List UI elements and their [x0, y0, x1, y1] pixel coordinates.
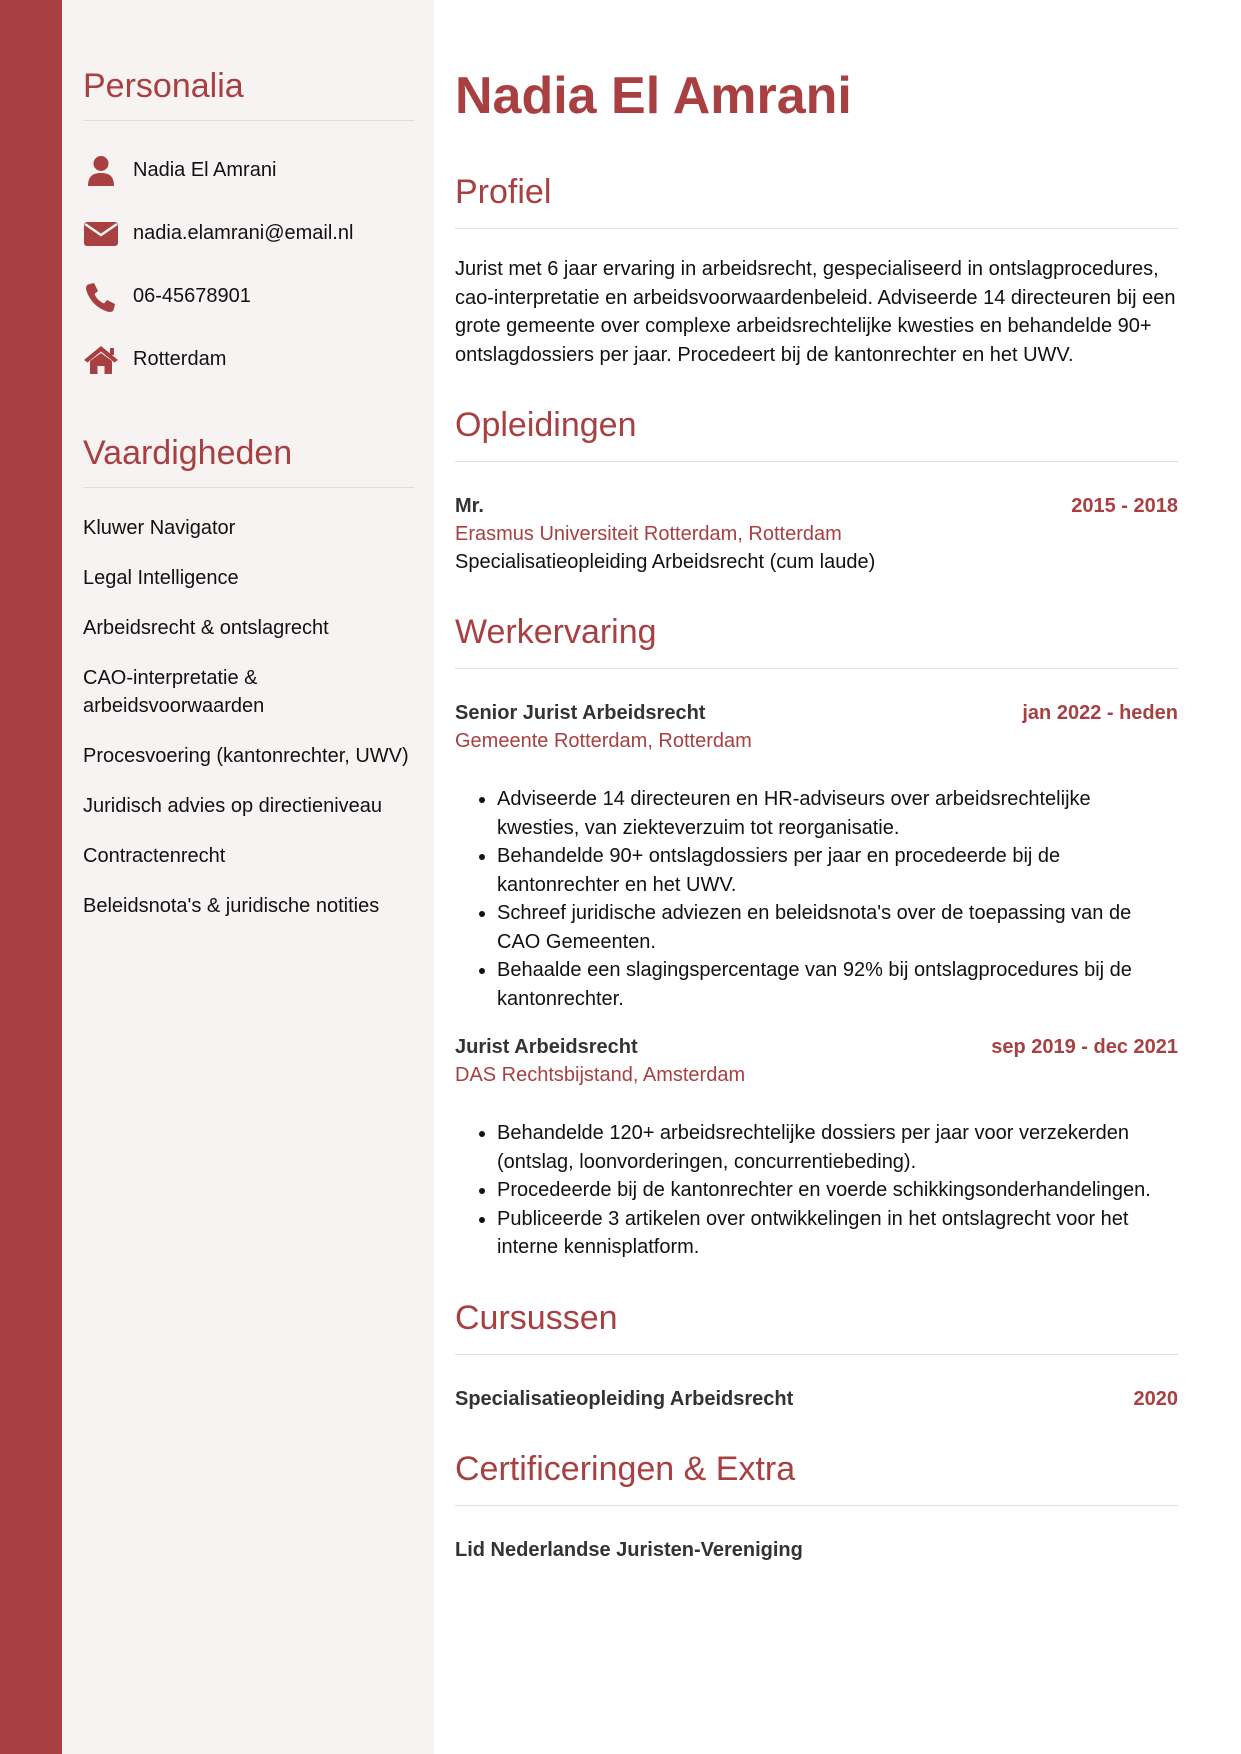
job-bullet: • Behandelde 90+ ontslagdossiers per jaar en procedeerde bij de kantonrechter en het UWV.	[497, 842, 1178, 899]
contact-name	[83, 139, 414, 202]
skill-item: Procesvoering (kantonrechter, UWV)	[83, 745, 409, 767]
sidebar	[62, 0, 434, 1754]
job-bullet: • Behaalde een slagingspercentage van 92% bij ontslagprocedures bij de kantonrechter.	[497, 956, 1178, 1013]
contact-list	[83, 139, 414, 391]
phone-icon	[83, 279, 119, 315]
course-entry	[455, 1385, 1178, 1413]
education-heading: Opleidingen	[455, 403, 1178, 462]
contact-email-text: nadia.elamrani@email.nl	[133, 222, 354, 244]
extra-item: Lid Nederlandse Juristen-Vereniging	[455, 1538, 803, 1561]
skill-item: CAO-interpretatie & arbeidsvoorwaarden	[83, 667, 265, 717]
personalia-heading: Personalia	[83, 64, 414, 121]
work-section	[455, 610, 1178, 1262]
contact-location-text: Rotterdam	[133, 348, 227, 370]
job-employer: DAS Rechtsbijstand, Amsterdam	[455, 1064, 746, 1087]
contact-phone	[83, 265, 414, 328]
job-bullet: • Adviseerde 14 directeuren en HR-adviseurs over arbeidsrechtelijke kwesties, van ziekteverzuim tot reorganisatie.	[497, 785, 1178, 842]
main-content	[455, 66, 1178, 1564]
skill-item: Contractenrecht	[83, 845, 226, 867]
home-icon	[83, 342, 119, 378]
education-institution: Erasmus Universiteit Rotterdam, Rotterdam	[455, 523, 842, 546]
user-icon	[83, 153, 119, 189]
profile-heading: Profiel	[455, 170, 1178, 229]
job-bullet: • Behandelde 120+ arbeidsrechtelijke dossiers per jaar voor verzekerden (ontslag, loonvorderingen, concurrentiebeding).	[497, 1119, 1178, 1176]
education-detail: Specialisatieopleiding Arbeidsrecht (cum laude)	[455, 551, 876, 574]
course-name: Specialisatieopleiding Arbeidsrecht	[455, 1387, 794, 1410]
job-employer: Gemeente Rotterdam, Rotterdam	[455, 730, 752, 753]
sidebar-content	[83, 64, 414, 942]
job-bullet: • Schreef juridische adviezen en beleidsnota's over de toepassing van de CAO Gemeenten.	[497, 899, 1178, 956]
education-section	[455, 403, 1178, 576]
education-date: 2015 - 2018	[1071, 495, 1178, 518]
skill-item: Arbeidsrecht & ontslagrecht	[83, 617, 329, 639]
job-title: Senior Jurist Arbeidsrecht	[455, 702, 706, 725]
job-date: jan 2022 - heden	[1022, 702, 1178, 725]
courses-section	[455, 1296, 1178, 1413]
job-entry	[455, 699, 1178, 1013]
contact-phone-text: 06-45678901	[133, 285, 251, 307]
courses-heading: Cursussen	[455, 1296, 1178, 1355]
candidate-name: Nadia El Amrani	[455, 67, 852, 125]
education-entry-head	[455, 492, 1178, 520]
contact-email	[83, 202, 414, 265]
envelope-icon	[83, 216, 119, 252]
job-bullets	[455, 785, 1178, 1013]
course-year: 2020	[1133, 1387, 1178, 1410]
work-heading: Werkervaring	[455, 610, 1178, 669]
education-degree: Mr.	[455, 495, 484, 518]
profile-text: Jurist met 6 jaar ervaring in arbeidsrecht, gespecialiseerd in ontslagprocedures, cao-interpretatie en arbeidsvoorwaardenbeleid. Adviseerde 14 directeuren bij een grote gemeente over complexe arbeidsrechtelijke kwesties en behandelde 90+ ontslagdossiers per jaar. Procedeert bij de kantonrechter en het UWV.	[455, 258, 1176, 366]
skill-item: Beleidsnota's & juridische notities	[83, 895, 380, 917]
job-head	[455, 1033, 1178, 1061]
skill-item: Juridisch advies op directieniveau	[83, 795, 383, 817]
job-date: sep 2019 - dec 2021	[991, 1036, 1178, 1059]
job-entry	[455, 1033, 1178, 1262]
job-bullets	[455, 1119, 1178, 1262]
skills-heading: Vaardigheden	[83, 431, 414, 488]
job-bullet: • Publiceerde 3 artikelen over ontwikkelingen in het ontslagrecht voor het interne kennisplatform.	[497, 1205, 1178, 1262]
job-title: Jurist Arbeidsrecht	[455, 1036, 638, 1059]
skill-item: Kluwer Navigator	[83, 517, 236, 539]
contact-name-text: Nadia El Amrani	[133, 159, 277, 181]
skill-list	[83, 514, 414, 920]
extra-heading: Certificeringen & Extra	[455, 1447, 1178, 1506]
accent-bar	[0, 0, 62, 1754]
extra-section	[455, 1447, 1178, 1564]
skill-item: Legal Intelligence	[83, 567, 239, 589]
job-bullet: • Procedeerde bij de kantonrechter en voerde schikkingsonderhandelingen.	[497, 1176, 1178, 1205]
contact-location	[83, 328, 414, 391]
job-head	[455, 699, 1178, 727]
